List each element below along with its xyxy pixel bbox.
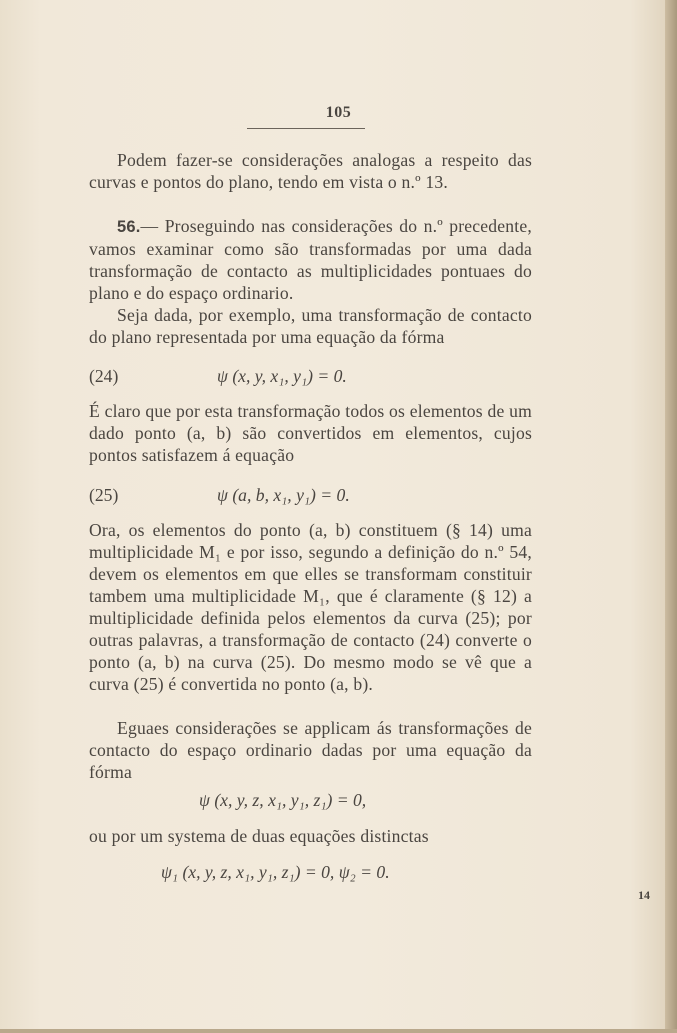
paragraph-text: Eguaes considerações se applicam ás transformações de contacto do espaço ordinario dadas por uma equação da fórma xyxy=(89,718,532,782)
equation-25 xyxy=(89,483,532,507)
paragraph-text: Ora, os elementos do ponto (a, b) constituem (§ 14) uma multiplicidade M₁ e por isso, segundo a definição do n.º 54, devem os elementos em que elles se transformam constituir tambem uma multiplicidade M₁, que é claramente (§ 12) a multiplicidade definida pelos elementos da curva (25); por outras palavras, a transformação de contacto (24) converte o ponto (a, b) na curva (25). Do mesmo modo se vê que a curva (25) é convertida no ponto (a, b). xyxy=(89,520,532,694)
equation-formula: ψ (x, y, z, x₁, y₁, z₁) = 0, xyxy=(199,790,367,810)
paragraph-curves xyxy=(89,149,532,193)
page-number: 105 xyxy=(325,104,352,121)
paragraph-systema xyxy=(89,825,532,847)
paragraph-text: Seja dada, por exemplo, uma transformação de contacto do plano representada por uma equação da fórma xyxy=(89,305,532,347)
paragraph-text: — Proseguindo nas considerações do n.º precedente, vamos examinar como são transformadas por uma dada transformação de contacto as multiplicidades pontuaes do plano e do espaço ordinario. xyxy=(89,216,532,303)
header-rule xyxy=(247,128,365,129)
equation-label: (25) xyxy=(89,485,119,505)
paragraph-text: Podem fazer-se considerações analogas a respeito das curvas e pontos do plano, tendo em vista o n.º 13. xyxy=(89,150,532,192)
equation-system xyxy=(89,860,532,884)
paragraph-ora xyxy=(89,519,532,695)
paragraph-text: É claro que por esta transformação todos os elementos de um dado ponto (a, b) são convertidos em elementos, cujos pontos satisfazem á equação xyxy=(89,401,532,465)
equation-formula: ψ (x, y, x₁, y₁) = 0. xyxy=(217,366,347,386)
equation-formula: ψ (a, b, x₁, y₁) = 0. xyxy=(217,485,350,505)
page-bottom-edge xyxy=(0,1029,677,1033)
equation-label: (24) xyxy=(89,366,119,386)
equation-24 xyxy=(89,364,532,388)
paragraph-eguaes xyxy=(89,717,532,783)
paragraph-claro xyxy=(89,400,532,466)
paragraph-seja-dada xyxy=(89,304,532,348)
paragraph-text: ou por um systema de duas equações distinctas xyxy=(89,826,429,846)
signature-mark: 14 xyxy=(638,888,650,902)
equation-space xyxy=(89,788,532,812)
equation-formula: ψ₁ (x, y, z, x₁, y₁, z₁) = 0, ψ₂ = 0. xyxy=(161,862,390,882)
section-number: 56. xyxy=(117,218,141,236)
page-edge-shadow xyxy=(665,0,677,1033)
paragraph-section-56 xyxy=(89,215,532,304)
